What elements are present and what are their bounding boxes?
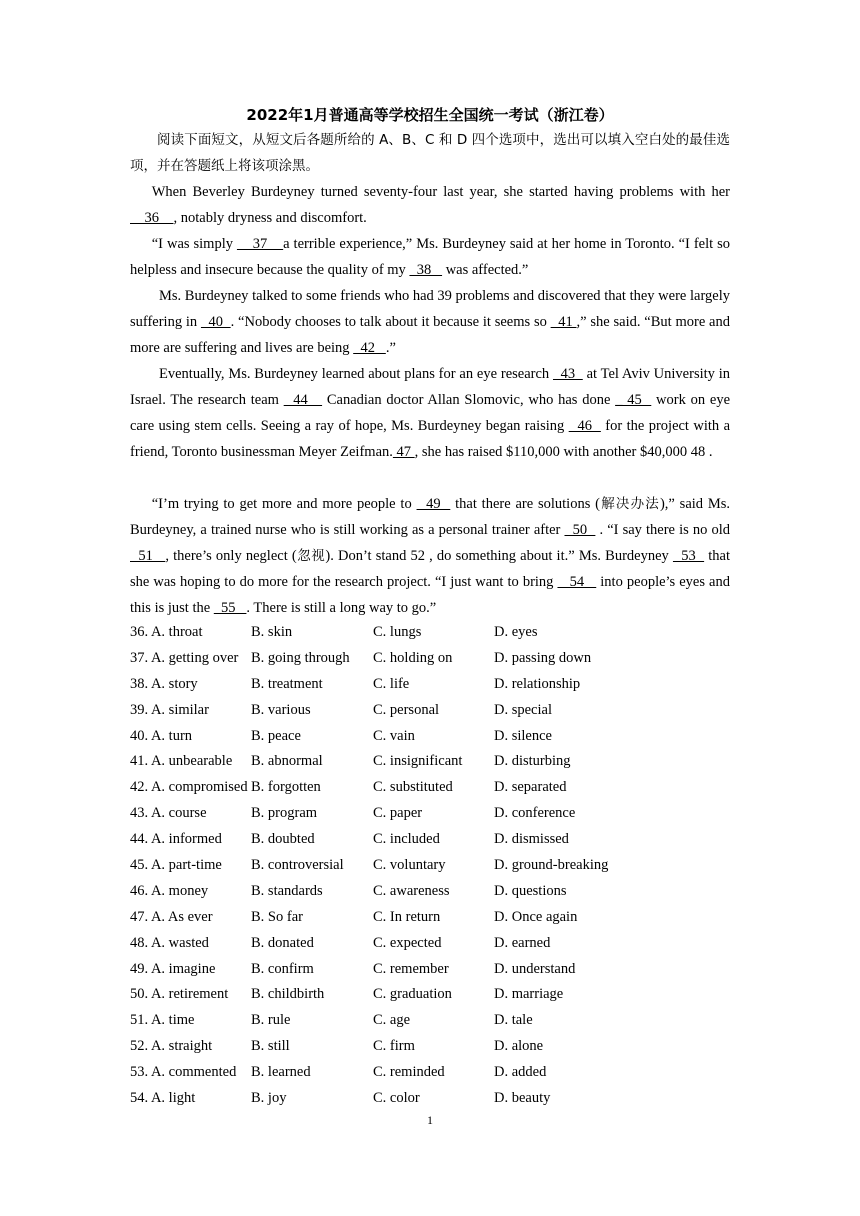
blank-55: 55	[213, 600, 247, 616]
option-b: B. childbirth	[251, 986, 325, 1003]
page-number: 1	[427, 1113, 433, 1127]
blank-40: 40	[200, 314, 231, 330]
option-c: C. firm	[373, 1038, 415, 1055]
option-d: D. beauty	[494, 1090, 551, 1107]
passage-paragraph-2	[130, 231, 730, 283]
option-a: 36. A. throat	[130, 624, 203, 640]
option-b: B. skin	[251, 624, 293, 640]
text-run: ,” she said. “But more and more are suffering and lives are being	[130, 314, 730, 356]
option-b: B. peace	[251, 727, 301, 744]
option-c: C. holding on	[373, 649, 453, 666]
text-run: 忽视	[296, 548, 326, 564]
option-row	[130, 1086, 730, 1112]
option-c: C. lungs	[373, 624, 422, 640]
option-c: C. remember	[373, 960, 449, 977]
option-a: 50. A. retirement	[130, 986, 229, 1003]
blank-49: 49	[416, 496, 451, 512]
text-run: Canadian doctor Allan Slomovic, who has done	[322, 392, 616, 408]
option-a: 47. A. As ever	[130, 908, 213, 925]
option-d: D. special	[494, 701, 552, 718]
option-row	[130, 724, 730, 750]
blank-47: 47	[392, 444, 415, 460]
option-row	[130, 1060, 730, 1086]
option-b: B. controversial	[251, 857, 344, 874]
text-run: , she has raised $110,000 with another $40,000 48 .	[414, 444, 713, 460]
blank-37: 37	[236, 236, 284, 252]
option-c: C. paper	[373, 805, 423, 822]
option-d: D. eyes	[494, 624, 538, 640]
option-row	[130, 853, 730, 879]
text-run: , notably dryness and discomfort.	[173, 210, 367, 226]
option-row	[130, 1008, 730, 1034]
option-c: C. substituted	[373, 779, 453, 796]
option-a: 52. A. straight	[130, 1038, 213, 1055]
option-c: C. insignificant	[373, 753, 463, 770]
blank-42: 42	[353, 340, 386, 356]
blank-46: 46	[568, 418, 601, 434]
option-a: 44. A. informed	[130, 831, 222, 848]
option-a: 37. A. getting over	[130, 649, 239, 666]
instructions: 阅读下面短文，从短文后各题所给的 A、B、C 和 D 四个选项中，选出可以填入空白处的最佳选项，并在答题纸上将该项涂黑。	[130, 132, 730, 174]
text-run: “I was simply	[151, 236, 237, 252]
option-d: D. dismissed	[494, 831, 569, 848]
option-b: B. confirm	[251, 960, 314, 977]
option-d: D. relationship	[494, 675, 581, 692]
option-a: 48. A. wasted	[130, 934, 209, 951]
option-c: C. reminded	[373, 1064, 445, 1081]
option-a: 54. A. light	[130, 1090, 196, 1107]
text-run: for the project with a friend, Toronto businessman Meyer Zeifman.	[130, 418, 731, 460]
option-row	[130, 1034, 730, 1060]
text-run: 解决办法	[600, 496, 660, 512]
option-c: C. expected	[373, 934, 442, 951]
passage-paragraph-3	[130, 283, 730, 361]
option-d: D. disturbing	[494, 753, 571, 770]
text-run: . There is still a long way to go.”	[246, 600, 437, 616]
option-row	[130, 931, 730, 957]
text-run: . “Nobody chooses to talk about it because it seems so	[230, 314, 551, 330]
option-c: C. life	[373, 675, 410, 692]
option-b: B. joy	[251, 1090, 287, 1107]
option-row	[130, 672, 730, 698]
option-b: B. donated	[251, 934, 314, 951]
option-row	[130, 646, 730, 672]
option-a: 41. A. unbearable	[130, 753, 233, 770]
blank-38: 38	[409, 262, 443, 278]
option-row	[130, 982, 730, 1008]
text-run: that there are solutions (	[450, 496, 600, 512]
option-b: B. rule	[251, 1012, 291, 1029]
option-d: D. added	[494, 1064, 547, 1081]
option-d: D. separated	[494, 779, 567, 796]
option-c: C. awareness	[373, 882, 450, 899]
option-d: D. earned	[494, 934, 551, 951]
option-a: 40. A. turn	[130, 727, 193, 744]
text-run: Ms. Burdeyney talked to some friends who had 39 problems and discovered that they were largely suffering in	[130, 288, 730, 330]
option-c: C. personal	[373, 701, 440, 718]
options-list	[130, 620, 730, 1112]
text-run: a terrible experience,” Ms. Burdeyney said at her home in Toronto. “I felt so helpless and insecure because the quality of my	[130, 236, 730, 278]
text-run: ). Don’t stand 52 , do something about it.” Ms. Burdeyney	[325, 548, 673, 564]
text-run: work on eye care using stem cells. Seeing a ray of hope, Ms. Burdeyney began raising	[130, 392, 731, 434]
option-b: B. various	[251, 701, 311, 718]
option-row	[130, 905, 730, 931]
text-run: . “I say there is no old	[595, 522, 730, 538]
option-b: B. going through	[251, 649, 350, 666]
page-title: 2022年1月普通高等学校招生全国统一考试（浙江卷）	[246, 106, 614, 124]
passage-paragraph-4	[130, 361, 730, 465]
option-c: C. age	[373, 1012, 411, 1029]
text-run: at Tel Aviv University in Israel. The research team	[130, 366, 730, 408]
option-row	[130, 698, 730, 724]
text-run: was affected.”	[442, 262, 529, 278]
option-b: B. forgotten	[251, 779, 321, 796]
option-d: D. Once again	[494, 908, 578, 925]
passage-paragraph-5	[130, 491, 730, 621]
option-c: C. graduation	[373, 986, 452, 1003]
option-d: D. understand	[494, 960, 576, 977]
option-d: D. silence	[494, 727, 552, 744]
option-a: 43. A. course	[130, 805, 207, 822]
option-d: D. alone	[494, 1038, 544, 1055]
text-run: .”	[385, 340, 396, 356]
option-d: D. passing down	[494, 649, 592, 666]
blank-53: 53	[672, 548, 705, 564]
text-run: , there’s only neglect (	[165, 548, 297, 564]
option-a: 53. A. commented	[130, 1064, 237, 1081]
option-d: D. tale	[494, 1012, 533, 1029]
option-d: D. conference	[494, 805, 576, 822]
option-a: 38. A. story	[130, 675, 198, 692]
option-row	[130, 879, 730, 905]
text-run: ),	[659, 496, 669, 512]
option-c: C. vain	[373, 727, 415, 744]
option-b: B. standards	[251, 882, 323, 899]
option-d: D. marriage	[494, 986, 564, 1003]
option-c: C. included	[373, 831, 440, 848]
blank-51: 51	[130, 548, 166, 564]
blank-36: 36	[130, 210, 174, 226]
option-row	[130, 749, 730, 775]
option-c: C. In return	[373, 908, 441, 925]
option-c: C. color	[373, 1090, 420, 1107]
option-d: D. questions	[494, 882, 567, 899]
option-a: 51. A. time	[130, 1012, 195, 1029]
option-b: B. treatment	[251, 675, 323, 692]
blank-45: _ 45	[615, 392, 652, 408]
text-run: into people’s eyes and this is just the	[130, 574, 730, 616]
blank-54: 54	[557, 574, 597, 590]
option-d: D. ground-breaking	[494, 857, 609, 874]
passage-paragraph-1	[130, 179, 730, 231]
text-run: ” said Ms. Burdeyney, a trained nurse who is still working as a personal trainer after	[130, 496, 731, 538]
text-run: “I’m trying to get more and more people to	[151, 496, 417, 512]
option-b: B. So far	[251, 908, 303, 925]
blank-50: 50	[564, 522, 596, 538]
option-row	[130, 775, 730, 801]
blank-41: 41	[550, 314, 577, 330]
option-b: B. program	[251, 805, 318, 822]
option-row	[130, 620, 730, 646]
option-c: C. voluntary	[373, 857, 446, 874]
text-run: Eventually, Ms. Burdeyney learned about plans for an eye research	[159, 366, 553, 382]
text-run: that she was hoping to do more for the research project. “I just want to bring	[130, 548, 731, 590]
text-run: When Beverley Burdeyney turned seventy-four last year, she started having problems with her	[151, 184, 730, 200]
option-row	[130, 957, 730, 983]
option-a: 45. A. part-time	[130, 857, 222, 874]
option-b: B. doubted	[251, 831, 315, 848]
option-a: 39. A. similar	[130, 701, 209, 718]
option-b: B. abnormal	[251, 753, 323, 770]
option-a: 46. A. money	[130, 882, 209, 899]
option-b: B. learned	[251, 1064, 311, 1081]
option-row	[130, 827, 730, 853]
option-row	[130, 801, 730, 827]
option-a: 49. A. imagine	[130, 960, 216, 977]
option-a: 42. A. compromised	[130, 779, 248, 796]
option-b: B. still	[251, 1038, 290, 1055]
blank-44: 44	[283, 392, 323, 408]
blank-43: 43	[552, 366, 583, 382]
